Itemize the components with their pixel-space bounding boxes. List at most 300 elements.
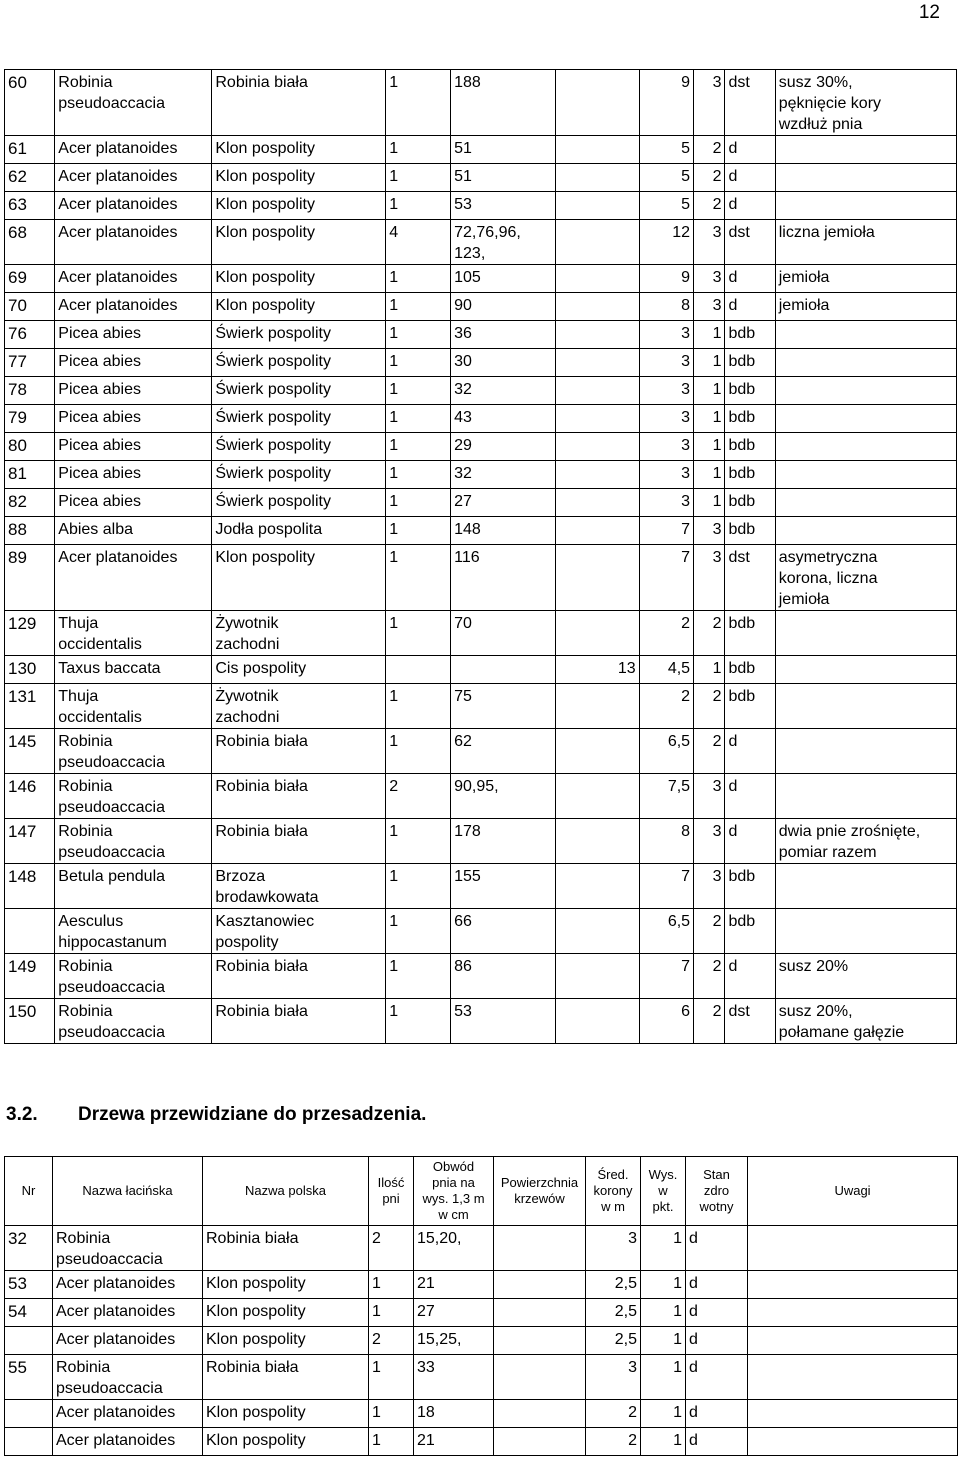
cell-girth: 15,20, <box>414 1226 494 1271</box>
cell-health: d <box>725 164 775 192</box>
cell-girth: 21 <box>414 1271 494 1299</box>
cell-nr: 60 <box>5 70 55 136</box>
cell-health: d <box>686 1299 748 1327</box>
cell-crown-diameter: 9 <box>639 265 693 293</box>
table-row <box>5 729 957 774</box>
cell-health: dst <box>725 545 775 611</box>
cell-notes <box>748 1299 958 1327</box>
table-row <box>5 611 957 656</box>
cell-girth: 53 <box>451 192 556 220</box>
cell-health: d <box>725 192 775 220</box>
cell-notes: jemioła <box>775 265 956 293</box>
cell-count: 1 <box>386 405 451 433</box>
cell-girth <box>451 656 556 684</box>
header-latin-name: Nazwa łacińska <box>53 1157 203 1226</box>
cell-nr: 147 <box>5 819 55 864</box>
section-heading <box>6 1104 426 1126</box>
cell-latin-name: Acer platanoides <box>53 1299 203 1327</box>
cell-area <box>555 819 639 864</box>
cell-latin-name: Betula pendula <box>55 864 212 909</box>
cell-nr: 150 <box>5 999 55 1044</box>
cell-height: 1 <box>641 1400 686 1428</box>
table-row <box>5 1271 958 1299</box>
cell-polish-name: Świerk pospolity <box>212 489 386 517</box>
cell-area <box>555 220 639 265</box>
cell-height: 1 <box>641 1355 686 1400</box>
cell-count: 1 <box>386 729 451 774</box>
cell-nr: 130 <box>5 656 55 684</box>
cell-polish-name: Klon pospolity <box>212 265 386 293</box>
cell-area <box>555 461 639 489</box>
cell-polish-name: Świerk pospolity <box>212 349 386 377</box>
cell-girth: 51 <box>451 164 556 192</box>
cell-notes <box>775 192 956 220</box>
table-header-row <box>5 1157 958 1226</box>
cell-count: 1 <box>386 70 451 136</box>
cell-notes <box>775 864 956 909</box>
cell-latin-name: Acer platanoides <box>55 164 212 192</box>
cell-girth: 116 <box>451 545 556 611</box>
cell-crown-diameter: 12 <box>639 220 693 265</box>
cell-polish-name: Robinia biała <box>212 774 386 819</box>
cell-health: d <box>725 136 775 164</box>
cell-notes: jemioła <box>775 293 956 321</box>
cell-nr: 129 <box>5 611 55 656</box>
cell-crown-diameter: 3 <box>639 433 693 461</box>
cell-notes <box>748 1355 958 1400</box>
table-row <box>5 349 957 377</box>
cell-nr: 63 <box>5 192 55 220</box>
cell-notes: susz 20% <box>775 954 956 999</box>
cell-nr: 61 <box>5 136 55 164</box>
cell-latin-name: Acer platanoides <box>55 545 212 611</box>
cell-latin-name: Robinia pseudoaccacia <box>55 774 212 819</box>
cell-crown-diameter: 3 <box>639 461 693 489</box>
cell-latin-name: Acer platanoides <box>53 1428 203 1456</box>
cell-notes <box>775 611 956 656</box>
cell-count: 1 <box>386 192 451 220</box>
header-nr: Nr <box>5 1157 53 1226</box>
cell-count: 2 <box>386 774 451 819</box>
cell-polish-name: Żywotnik zachodni <box>212 611 386 656</box>
cell-polish-name: Robinia biała <box>203 1226 369 1271</box>
cell-girth: 27 <box>414 1299 494 1327</box>
cell-nr <box>5 1327 53 1355</box>
cell-area <box>494 1355 586 1400</box>
cell-height: 1 <box>641 1299 686 1327</box>
cell-health: bdb <box>725 321 775 349</box>
cell-count: 1 <box>386 819 451 864</box>
cell-crown-diameter: 2 <box>586 1400 641 1428</box>
cell-girth: 21 <box>414 1428 494 1456</box>
cell-polish-name: Brzoza brodawkowata <box>212 864 386 909</box>
cell-health: bdb <box>725 656 775 684</box>
cell-count: 1 <box>386 909 451 954</box>
cell-area <box>494 1299 586 1327</box>
cell-crown-diameter: 6 <box>639 999 693 1044</box>
cell-crown-diameter: 6,5 <box>639 729 693 774</box>
cell-polish-name: Świerk pospolity <box>212 377 386 405</box>
cell-crown-diameter: 5 <box>639 164 693 192</box>
cell-notes <box>775 656 956 684</box>
cell-latin-name: Robinia pseudoaccacia <box>55 999 212 1044</box>
cell-girth: 62 <box>451 729 556 774</box>
cell-girth: 33 <box>414 1355 494 1400</box>
cell-nr <box>5 1400 53 1428</box>
cell-latin-name: Robinia pseudoaccacia <box>55 954 212 999</box>
cell-girth: 155 <box>451 864 556 909</box>
cell-latin-name: Robinia pseudoaccacia <box>55 819 212 864</box>
cell-crown-diameter: 8 <box>639 293 693 321</box>
cell-height: 2 <box>694 136 725 164</box>
cell-area <box>555 999 639 1044</box>
table-row <box>5 517 957 545</box>
cell-latin-name: Aesculus hippocastanum <box>55 909 212 954</box>
cell-health: bdb <box>725 909 775 954</box>
cell-crown-diameter: 9 <box>639 70 693 136</box>
cell-polish-name: Żywotnik zachodni <box>212 684 386 729</box>
cell-nr: 78 <box>5 377 55 405</box>
cell-count: 1 <box>386 489 451 517</box>
cell-crown-diameter: 7 <box>639 954 693 999</box>
cell-count: 2 <box>369 1327 414 1355</box>
cell-area <box>555 293 639 321</box>
cell-height: 1 <box>641 1428 686 1456</box>
cell-health: d <box>686 1355 748 1400</box>
cell-nr: 54 <box>5 1299 53 1327</box>
cell-count: 1 <box>386 293 451 321</box>
cell-nr: 76 <box>5 321 55 349</box>
cell-crown-diameter: 3 <box>639 405 693 433</box>
cell-girth: 90,95, <box>451 774 556 819</box>
cell-count: 4 <box>386 220 451 265</box>
cell-crown-diameter: 3 <box>586 1226 641 1271</box>
header-area: Powierzchnia krzewów <box>494 1157 586 1226</box>
header-girth: Obwód pnia na wys. 1,3 m w cm <box>414 1157 494 1226</box>
cell-nr: 131 <box>5 684 55 729</box>
cell-health: d <box>725 293 775 321</box>
cell-nr: 79 <box>5 405 55 433</box>
cell-nr <box>5 909 55 954</box>
table-row <box>5 1327 958 1355</box>
table-row <box>5 377 957 405</box>
cell-health: d <box>725 954 775 999</box>
cell-polish-name: Robinia biała <box>212 999 386 1044</box>
trees-to-transplant-table <box>4 1156 958 1456</box>
cell-crown-diameter: 5 <box>639 136 693 164</box>
cell-height: 3 <box>694 220 725 265</box>
cell-polish-name: Klon pospolity <box>203 1299 369 1327</box>
cell-height: 3 <box>694 864 725 909</box>
cell-count: 1 <box>386 545 451 611</box>
cell-girth: 43 <box>451 405 556 433</box>
cell-latin-name: Robinia pseudoaccacia <box>55 729 212 774</box>
cell-health: bdb <box>725 433 775 461</box>
cell-girth: 32 <box>451 461 556 489</box>
cell-girth: 36 <box>451 321 556 349</box>
cell-polish-name: Kasztanowiec pospolity <box>212 909 386 954</box>
cell-crown-diameter: 7 <box>639 864 693 909</box>
cell-crown-diameter: 2 <box>586 1428 641 1456</box>
cell-height: 1 <box>694 349 725 377</box>
cell-health: bdb <box>725 611 775 656</box>
cell-polish-name: Jodła pospolita <box>212 517 386 545</box>
cell-polish-name: Klon pospolity <box>212 220 386 265</box>
cell-health: bdb <box>725 377 775 405</box>
cell-notes <box>775 909 956 954</box>
cell-nr: 88 <box>5 517 55 545</box>
table-row <box>5 954 957 999</box>
cell-latin-name: Thuja occidentalis <box>55 684 212 729</box>
cell-health: d <box>686 1428 748 1456</box>
cell-nr: 146 <box>5 774 55 819</box>
table-row <box>5 293 957 321</box>
cell-height: 1 <box>641 1271 686 1299</box>
cell-area <box>555 954 639 999</box>
cell-count: 1 <box>386 349 451 377</box>
trees-table-continued <box>4 69 957 1044</box>
cell-latin-name: Picea abies <box>55 461 212 489</box>
cell-count: 1 <box>369 1299 414 1327</box>
cell-crown-diameter: 8 <box>639 819 693 864</box>
header-health: Stan zdro wotny <box>686 1157 748 1226</box>
table-row <box>5 656 957 684</box>
cell-girth: 51 <box>451 136 556 164</box>
cell-count: 1 <box>369 1400 414 1428</box>
table-row <box>5 909 957 954</box>
table-row <box>5 545 957 611</box>
cell-latin-name: Acer platanoides <box>55 220 212 265</box>
cell-polish-name: Świerk pospolity <box>212 321 386 349</box>
cell-count: 2 <box>369 1226 414 1271</box>
cell-area <box>494 1400 586 1428</box>
table-row <box>5 1428 958 1456</box>
cell-notes: liczna jemioła <box>775 220 956 265</box>
cell-notes <box>775 321 956 349</box>
cell-count: 1 <box>386 611 451 656</box>
section-number: 3.2. <box>6 1104 38 1125</box>
cell-nr: 80 <box>5 433 55 461</box>
cell-latin-name: Acer platanoides <box>55 192 212 220</box>
table-row <box>5 461 957 489</box>
cell-notes <box>775 461 956 489</box>
table-row <box>5 405 957 433</box>
cell-polish-name: Cis pospolity <box>212 656 386 684</box>
cell-latin-name: Robinia pseudoaccacia <box>53 1355 203 1400</box>
cell-crown-diameter: 4,5 <box>639 656 693 684</box>
cell-health: d <box>686 1226 748 1271</box>
cell-height: 1 <box>694 433 725 461</box>
cell-girth: 105 <box>451 265 556 293</box>
cell-health: bdb <box>725 489 775 517</box>
cell-height: 1 <box>694 489 725 517</box>
cell-girth: 86 <box>451 954 556 999</box>
cell-count: 1 <box>369 1271 414 1299</box>
cell-height: 2 <box>694 999 725 1044</box>
cell-latin-name: Acer platanoides <box>55 265 212 293</box>
cell-health: d <box>725 729 775 774</box>
cell-nr: 145 <box>5 729 55 774</box>
cell-area <box>555 545 639 611</box>
cell-girth: 188 <box>451 70 556 136</box>
cell-health: bdb <box>725 517 775 545</box>
cell-notes <box>775 349 956 377</box>
table-row <box>5 192 957 220</box>
cell-polish-name: Klon pospolity <box>212 545 386 611</box>
cell-polish-name: Świerk pospolity <box>212 461 386 489</box>
cell-count: 1 <box>369 1355 414 1400</box>
cell-notes <box>775 517 956 545</box>
cell-health: d <box>725 774 775 819</box>
cell-crown-diameter: 2 <box>639 684 693 729</box>
cell-latin-name: Robinia pseudoaccacia <box>53 1226 203 1271</box>
cell-latin-name: Picea abies <box>55 405 212 433</box>
cell-area <box>555 489 639 517</box>
cell-nr: 70 <box>5 293 55 321</box>
cell-area <box>555 192 639 220</box>
cell-area <box>555 321 639 349</box>
cell-notes <box>775 136 956 164</box>
cell-polish-name: Robinia biała <box>212 819 386 864</box>
cell-nr: 55 <box>5 1355 53 1400</box>
cell-latin-name: Picea abies <box>55 377 212 405</box>
cell-height: 1 <box>694 656 725 684</box>
cell-area: 13 <box>555 656 639 684</box>
cell-crown-diameter: 7 <box>639 517 693 545</box>
table-row <box>5 489 957 517</box>
cell-nr: 148 <box>5 864 55 909</box>
cell-area <box>555 774 639 819</box>
cell-latin-name: Acer platanoides <box>53 1400 203 1428</box>
cell-height: 1 <box>641 1226 686 1271</box>
cell-nr: 149 <box>5 954 55 999</box>
cell-area <box>494 1271 586 1299</box>
table-row <box>5 1299 958 1327</box>
cell-nr: 82 <box>5 489 55 517</box>
cell-notes <box>775 405 956 433</box>
cell-count: 1 <box>386 864 451 909</box>
header-polish-name: Nazwa polska <box>203 1157 369 1226</box>
table-row <box>5 220 957 265</box>
cell-latin-name: Thuja occidentalis <box>55 611 212 656</box>
cell-polish-name: Świerk pospolity <box>212 433 386 461</box>
header-count: Ilość pni <box>369 1157 414 1226</box>
cell-health: d <box>686 1327 748 1355</box>
cell-height: 3 <box>694 819 725 864</box>
cell-girth: 70 <box>451 611 556 656</box>
table-row <box>5 1400 958 1428</box>
cell-notes: dwia pnie zrośnięte, pomiar razem <box>775 819 956 864</box>
cell-health: dst <box>725 999 775 1044</box>
cell-crown-diameter: 7,5 <box>639 774 693 819</box>
cell-health: dst <box>725 220 775 265</box>
cell-crown-diameter: 5 <box>639 192 693 220</box>
cell-health: d <box>725 819 775 864</box>
cell-girth: 66 <box>451 909 556 954</box>
cell-health: bdb <box>725 461 775 489</box>
cell-girth: 29 <box>451 433 556 461</box>
cell-count: 1 <box>386 164 451 192</box>
cell-notes <box>748 1400 958 1428</box>
cell-polish-name: Świerk pospolity <box>212 405 386 433</box>
section-title: Drzewa przewidziane do przesadzenia. <box>78 1104 427 1125</box>
cell-girth: 148 <box>451 517 556 545</box>
cell-height: 3 <box>694 70 725 136</box>
cell-area <box>555 909 639 954</box>
cell-area <box>555 864 639 909</box>
cell-notes <box>748 1327 958 1355</box>
cell-count: 1 <box>386 954 451 999</box>
cell-height: 2 <box>694 611 725 656</box>
cell-area <box>555 684 639 729</box>
cell-notes <box>775 433 956 461</box>
cell-crown-diameter: 3 <box>586 1355 641 1400</box>
cell-count: 1 <box>369 1428 414 1456</box>
cell-latin-name: Picea abies <box>55 349 212 377</box>
cell-notes <box>775 489 956 517</box>
cell-health: bdb <box>725 864 775 909</box>
cell-latin-name: Picea abies <box>55 321 212 349</box>
cell-count: 1 <box>386 136 451 164</box>
cell-notes <box>748 1428 958 1456</box>
cell-health: bdb <box>725 405 775 433</box>
cell-health: d <box>686 1400 748 1428</box>
cell-area <box>494 1428 586 1456</box>
cell-nr <box>5 1428 53 1456</box>
cell-count: 1 <box>386 377 451 405</box>
page-number: 12 <box>918 2 940 23</box>
header-height: Wys. w pkt. <box>641 1157 686 1226</box>
cell-crown-diameter: 3 <box>639 377 693 405</box>
table-row <box>5 999 957 1044</box>
cell-height: 2 <box>694 164 725 192</box>
table-row <box>5 1226 958 1271</box>
cell-latin-name: Taxus baccata <box>55 656 212 684</box>
cell-area <box>555 405 639 433</box>
cell-nr: 62 <box>5 164 55 192</box>
cell-health: d <box>686 1271 748 1299</box>
cell-health: bdb <box>725 349 775 377</box>
cell-polish-name: Klon pospolity <box>212 164 386 192</box>
cell-polish-name: Robinia biała <box>203 1355 369 1400</box>
cell-area <box>555 136 639 164</box>
cell-polish-name: Klon pospolity <box>212 136 386 164</box>
cell-polish-name: Klon pospolity <box>203 1327 369 1355</box>
cell-girth: 178 <box>451 819 556 864</box>
cell-count: 1 <box>386 999 451 1044</box>
cell-nr: 32 <box>5 1226 53 1271</box>
cell-area <box>555 164 639 192</box>
cell-crown-diameter: 2,5 <box>586 1299 641 1327</box>
cell-nr: 81 <box>5 461 55 489</box>
cell-polish-name: Robinia biała <box>212 729 386 774</box>
cell-health: bdb <box>725 684 775 729</box>
cell-area <box>555 265 639 293</box>
cell-notes <box>748 1226 958 1271</box>
cell-area <box>494 1226 586 1271</box>
cell-girth: 75 <box>451 684 556 729</box>
cell-crown-diameter: 2,5 <box>586 1271 641 1299</box>
cell-girth: 90 <box>451 293 556 321</box>
cell-area <box>555 70 639 136</box>
cell-latin-name: Abies alba <box>55 517 212 545</box>
cell-count: 1 <box>386 265 451 293</box>
cell-count: 1 <box>386 433 451 461</box>
cell-notes: susz 30%, pęknięcie kory wzdłuż pnia <box>775 70 956 136</box>
cell-height: 1 <box>694 461 725 489</box>
cell-count: 1 <box>386 517 451 545</box>
cell-count <box>386 656 451 684</box>
